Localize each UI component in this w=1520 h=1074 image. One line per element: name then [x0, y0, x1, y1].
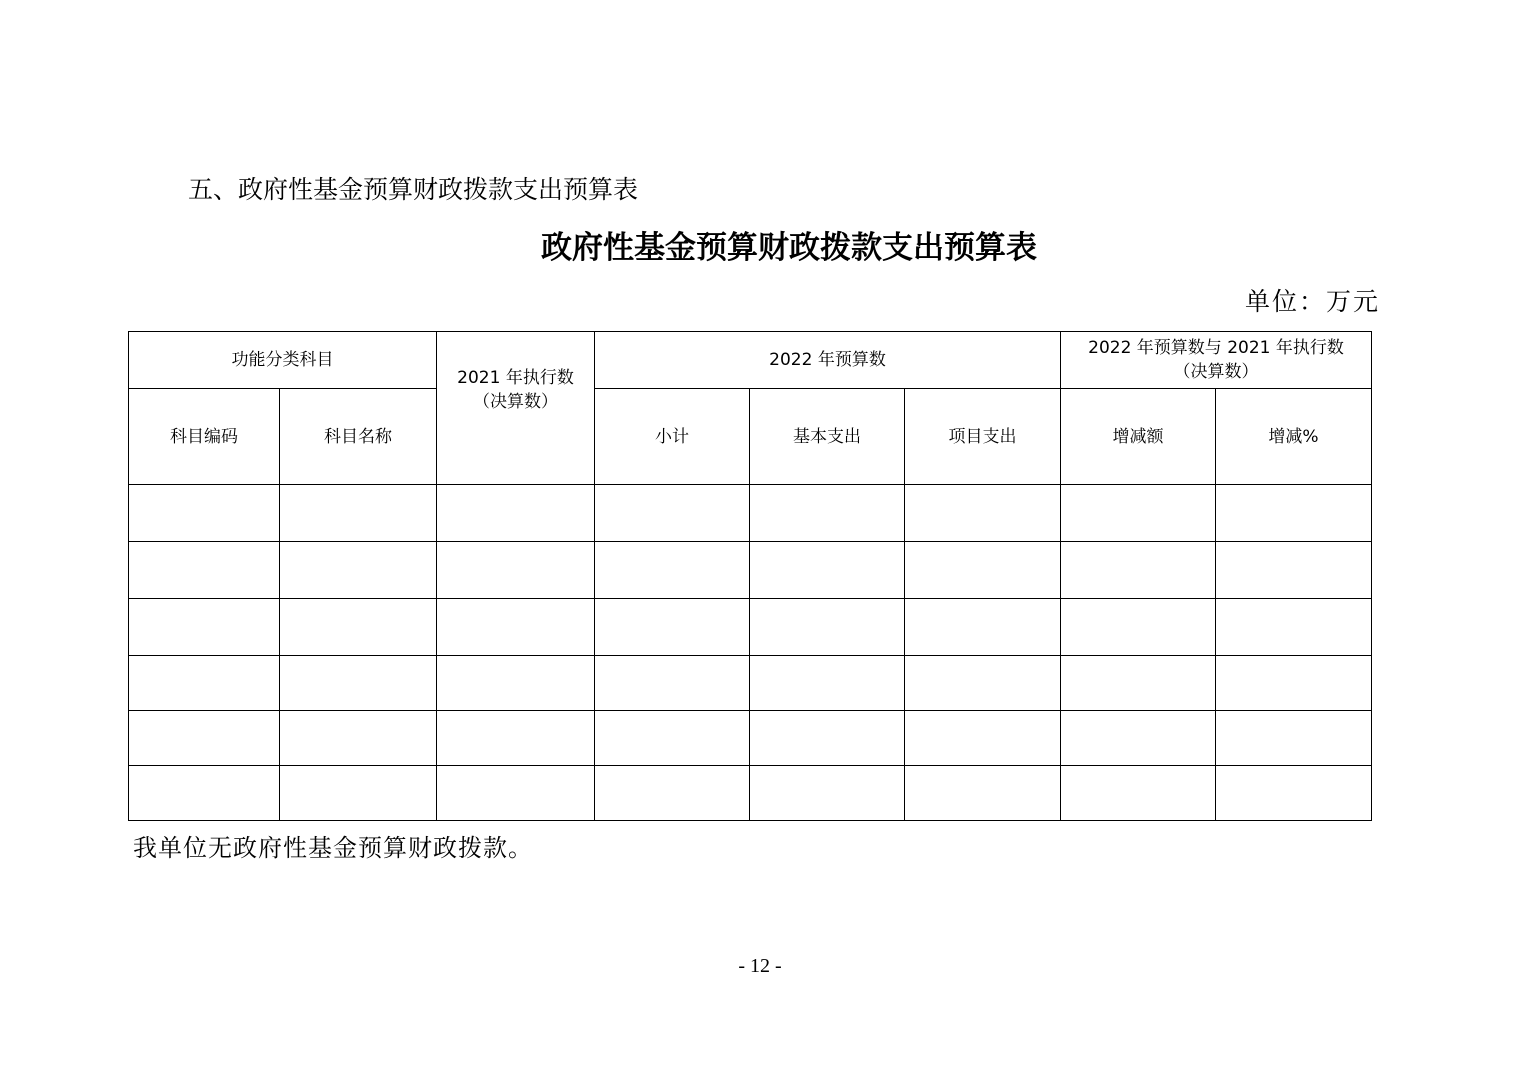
table-cell — [750, 766, 905, 821]
table-cell — [280, 599, 437, 656]
document-title: 政府性基金预算财政拨款支出预算表 — [541, 230, 1037, 266]
table-cell — [1061, 485, 1216, 542]
table-cell — [1061, 711, 1216, 766]
table-cell — [437, 599, 595, 656]
table-cell — [1061, 656, 1216, 711]
header-comparison — [1061, 332, 1372, 389]
table-cell — [1061, 599, 1216, 656]
header-functional-classification: 功能分类科目 — [129, 332, 437, 389]
table-cell — [595, 766, 750, 821]
table-cell — [1061, 542, 1216, 599]
header-budget-2022: 2022 年预算数 — [595, 332, 1061, 389]
column-subject-code: 科目编码 — [129, 389, 280, 485]
column-subtotal: 小计 — [595, 389, 750, 485]
table-header-row-1 — [129, 332, 1372, 389]
table-row — [129, 766, 1372, 821]
table-cell — [437, 656, 595, 711]
table-cell — [129, 599, 280, 656]
table-cell — [905, 599, 1061, 656]
column-change-amount: 增减额 — [1061, 389, 1216, 485]
table-cell — [280, 542, 437, 599]
table-cell — [1216, 766, 1372, 821]
table-header-row-2 — [129, 389, 1372, 485]
table-cell — [280, 766, 437, 821]
table-cell — [129, 766, 280, 821]
header-comparison-label: 2022 年预算数与 2021 年执行数 — [1088, 338, 1344, 358]
table-cell — [750, 656, 905, 711]
header-executed-2021-sub: （决算数） — [473, 392, 558, 412]
table-cell — [595, 542, 750, 599]
table-cell — [1061, 766, 1216, 821]
table-cell — [905, 485, 1061, 542]
table-cell — [750, 599, 905, 656]
table-cell — [595, 656, 750, 711]
table-row — [129, 485, 1372, 542]
table-cell — [280, 711, 437, 766]
table-cell — [129, 711, 280, 766]
header-comparison-sub: （决算数） — [1173, 362, 1259, 382]
table-cell — [750, 711, 905, 766]
table-cell — [129, 542, 280, 599]
column-basic-expenditure: 基本支出 — [750, 389, 905, 485]
column-change-percent: 增减% — [1216, 389, 1372, 485]
table-cell — [280, 656, 437, 711]
table-cell — [437, 766, 595, 821]
table-cell — [280, 485, 437, 542]
table-row — [129, 599, 1372, 656]
table-row — [129, 542, 1372, 599]
table-cell — [905, 766, 1061, 821]
table-cell — [750, 542, 905, 599]
table-cell — [905, 656, 1061, 711]
table-cell — [129, 656, 280, 711]
budget-table — [128, 331, 1372, 821]
page-number: - 12 - — [738, 955, 782, 977]
header-executed-2021 — [437, 332, 595, 485]
table-row — [129, 711, 1372, 766]
table-cell — [595, 711, 750, 766]
table-cell — [595, 485, 750, 542]
table-cell — [437, 485, 595, 542]
table-cell — [1216, 542, 1372, 599]
section-heading: 五、政府性基金预算财政拨款支出预算表 — [188, 175, 639, 204]
header-executed-2021-label: 2021 年执行数 — [457, 368, 574, 388]
column-project-expenditure: 项目支出 — [905, 389, 1061, 485]
table-cell — [129, 485, 280, 542]
table-cell — [437, 711, 595, 766]
table-cell — [750, 485, 905, 542]
unit-label: 单位：万元 — [1244, 287, 1380, 316]
table-cell — [905, 711, 1061, 766]
table-cell — [1216, 711, 1372, 766]
table-cell — [1216, 485, 1372, 542]
no-fund-note: 我单位无政府性基金预算财政拨款。 — [133, 834, 533, 862]
table-cell — [1216, 599, 1372, 656]
table-cell — [437, 542, 595, 599]
table-cell — [595, 599, 750, 656]
column-subject-name: 科目名称 — [280, 389, 437, 485]
table-cell — [1216, 656, 1372, 711]
table-cell — [905, 542, 1061, 599]
table-row — [129, 656, 1372, 711]
